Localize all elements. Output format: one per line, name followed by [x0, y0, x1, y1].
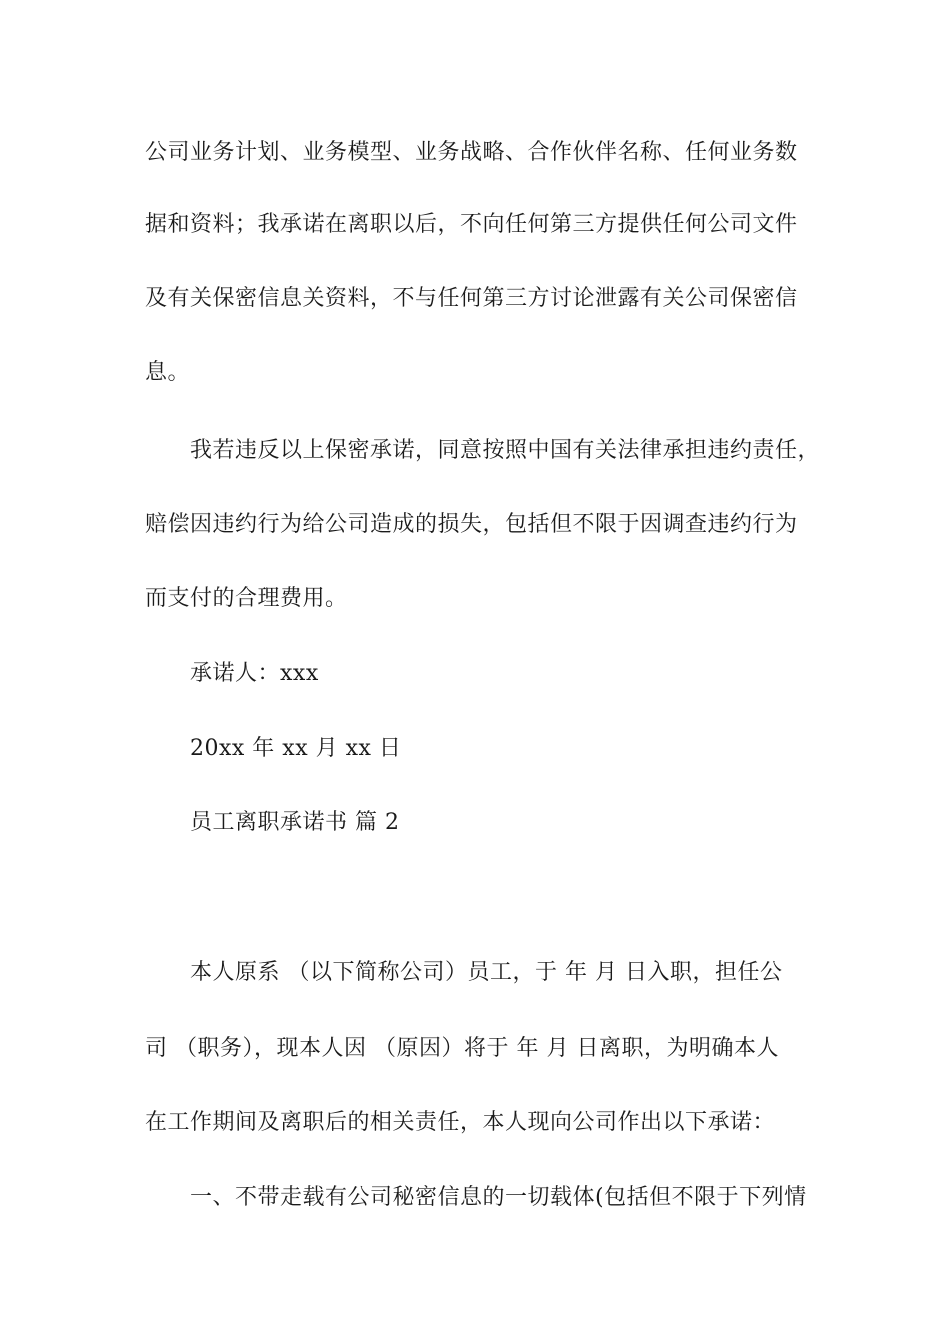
paragraph-3-line-3: 在工作期间及离职后的相关责任，本人现向公司作出以下承诺：	[145, 1110, 776, 1135]
signer-line: 承诺人：xxx	[190, 661, 319, 686]
paragraph-3-line-1: 本人原系 （以下简称公司）员工，于 年 月 日入职，担任公	[190, 960, 783, 985]
paragraph-1-line-2: 据和资料；我承诺在离职以后，不向任何第三方提供任何公司文件	[145, 212, 798, 237]
paragraph-2-line-1: 我若违反以上保密承诺，同意按照中国有关法律承担违约责任，	[190, 438, 821, 463]
paragraph-3-line-2: 司 （职务），现本人因 （原因）将于 年 月 日离职，为明确本人	[145, 1036, 779, 1061]
paragraph-2-line-2: 赔偿因违约行为给公司造成的损失，包括但不限于因调查违约行为	[145, 512, 798, 537]
paragraph-1-line-3: 及有关保密信息关资料，不与任何第三方讨论泄露有关公司保密信	[145, 286, 798, 311]
paragraph-1-line-4: 息。	[145, 360, 191, 385]
paragraph-1-line-1: 公司业务计划、业务模型、业务战略、合作伙伴名称、任何业务数	[145, 140, 798, 165]
paragraph-2-line-3: 而支付的合理费用。	[145, 586, 348, 611]
paragraph-4-line-1: 一、不带走载有公司秘密信息的一切载体(包括但不限于下列情	[190, 1185, 807, 1210]
section-title: 员工离职承诺书 篇 2	[190, 810, 400, 835]
date-line: 20xx 年 xx 月 xx 日	[190, 736, 402, 761]
